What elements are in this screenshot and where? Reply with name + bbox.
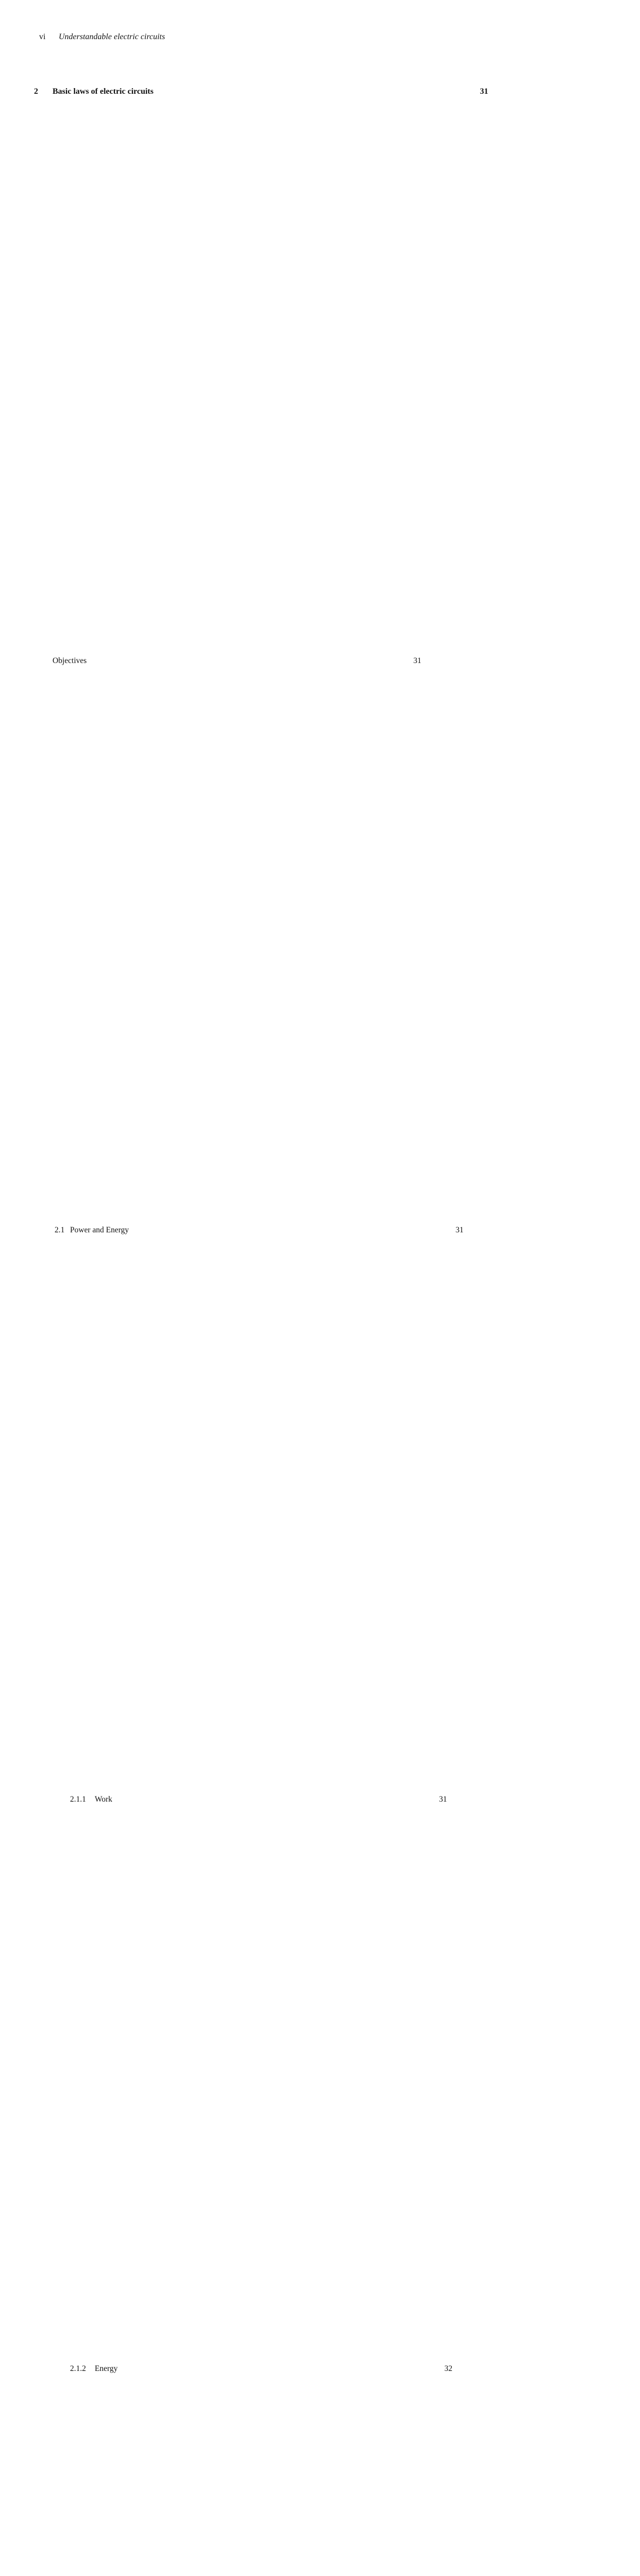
toc-entry-number: 2.1.1: [70, 1795, 86, 1804]
folio-page-number: vi: [39, 32, 46, 41]
toc-entry: [34, 1193, 464, 1762]
toc-entry-page: 32: [444, 2364, 453, 2373]
toc-entry-number: 2.1: [55, 1226, 65, 1234]
page-header: [34, 32, 330, 42]
chapter-number: 2: [34, 87, 38, 96]
toc-entry: [34, 2332, 453, 2576]
toc-entry-page: 31: [413, 656, 422, 665]
toc-entry: [34, 624, 422, 1193]
toc-entry-title: Power and Energy: [70, 1226, 129, 1234]
toc-entry-number: 2.1.2: [70, 2364, 86, 2373]
toc-entry-title: Energy: [95, 2364, 118, 2373]
chapter-heading: [34, 55, 489, 624]
chapter-page: 31: [480, 87, 489, 96]
toc: [34, 55, 489, 2576]
toc-entry: [34, 1762, 447, 2332]
running-head-title: Understandable electric circuits: [59, 32, 165, 41]
toc-entry-title: Objectives: [53, 656, 87, 665]
toc-entry-page: 31: [439, 1795, 447, 1804]
toc-entry-title: Work: [95, 1795, 113, 1804]
chapter-title: Basic laws of electric circuits: [53, 87, 154, 96]
toc-entry-page: 31: [455, 1226, 464, 1234]
chapter-block: [34, 55, 489, 2576]
